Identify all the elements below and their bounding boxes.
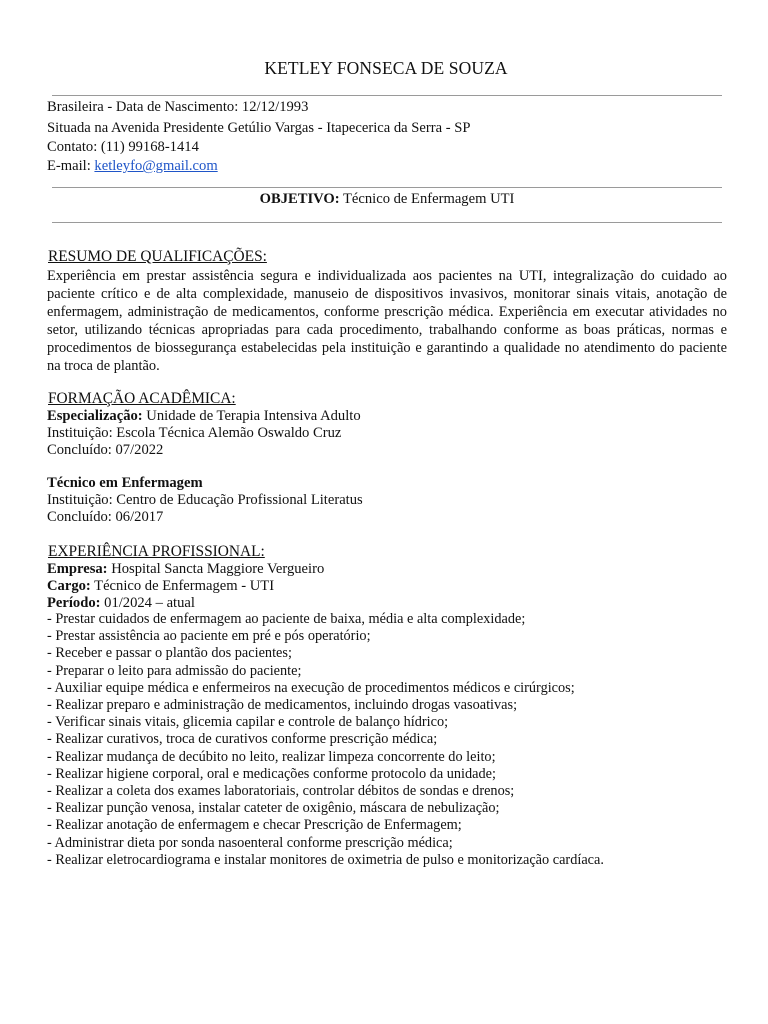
duty-item: - Realizar curativos, troca de curativos conforme prescrição médica; — [47, 731, 438, 748]
phone: Contato: (11) 99168-1414 — [47, 139, 199, 155]
duty-item: - Realizar a coleta dos exames laboratoriais, controlar débitos de sondas e drenos; — [47, 783, 515, 800]
education-technical — [47, 475, 363, 526]
email-link[interactable]: ketleyfo@gmail.com — [94, 158, 218, 174]
duty-item: - Realizar eletrocardiograma e instalar monitores de oximetria de pulso e monitorização cardíaca. — [47, 851, 604, 868]
nationality-birthdate: Brasileira - Data de Nascimento: 12/12/1993 — [47, 99, 309, 115]
duty-item: - Preparar o leito para admissão do paciente; — [47, 662, 302, 679]
candidate-name: KETLEY FONSECA DE SOUZA — [264, 58, 508, 78]
role-value: Técnico de Enfermagem - UTI — [90, 578, 275, 594]
duty-item: - Prestar assistência ao paciente em pré e pós operatório; — [47, 628, 371, 645]
email-row — [47, 158, 218, 175]
tech-institution: Instituição: Centro de Educação Profissional Literatus — [47, 492, 363, 508]
education-specialization — [47, 408, 361, 459]
spec-completed: Concluído: 07/2022 — [47, 442, 164, 458]
education-heading: FORMAÇÃO ACADÊMICA: — [48, 390, 236, 407]
spec-institution: Instituição: Escola Técnica Alemão Oswaldo Cruz — [47, 425, 342, 441]
tech-completed: Concluído: 06/2017 — [47, 509, 164, 525]
duty-item: - Verificar sinais vitais, glicemia capilar e controle de balanço hídrico; — [47, 714, 449, 731]
email-label: E-mail: — [47, 158, 95, 174]
address: Situada na Avenida Presidente Getúlio Vargas - Itapecerica da Serra - SP — [47, 120, 471, 136]
objective-value: Técnico de Enfermagem UTI — [339, 191, 515, 207]
experience-heading: EXPERIÊNCIA PROFISSIONAL: — [48, 543, 265, 560]
experience-details — [47, 561, 324, 612]
divider — [52, 187, 722, 188]
duty-item: - Realizar mudança de decúbito no leito, realizar limpeza concorrente do leito; — [47, 748, 496, 765]
duty-item: - Realizar preparo e administração de medicamentos, incluindo drogas vasoativas; — [47, 697, 518, 714]
period-label: Período: — [47, 595, 101, 611]
spec-label: Especialização: — [47, 408, 143, 424]
company-value: Hospital Sancta Maggiore Vergueiro — [107, 561, 325, 577]
duty-item: - Realizar anotação de enfermagem e checar Prescrição de Enfermagem; — [47, 817, 462, 834]
company-label: Empresa: — [47, 561, 108, 577]
divider — [52, 95, 722, 96]
role-label: Cargo: — [47, 578, 91, 594]
objective-label: OBJETIVO: — [259, 191, 340, 207]
summary-text: Experiência em prestar assistência segura e individualizada aos pacientes na UTI, integralização do cuidado ao paciente crítico e de alta complexidade, manuseio de dispositivos invasivos, monitorar sinais vitais, anotação de enfermagem, administração de medicamentos, conforme prescrição médica. Experiência em executar atividades no setor, utilizando técnicas apropriadas para cada procedimento, trabalhando conforme as boas práticas, normas e procedimentos de biossegurança estabelecidas pela instituição e garantindo a qualidade no atendimento do paciente na troca de plantão. — [47, 268, 727, 374]
duty-item: - Auxiliar equipe médica e enfermeiros na execução de procedimentos médicos e cirúrgicos; — [47, 679, 575, 696]
duty-item: - Realizar higiene corporal, oral e medicações conforme protocolo da unidade; — [47, 765, 496, 782]
objective — [0, 191, 768, 208]
duty-item: - Receber e passar o plantão dos pacientes; — [47, 645, 292, 662]
spec-value: Unidade de Terapia Intensiva Adulto — [142, 408, 361, 424]
duty-item: - Realizar punção venosa, instalar cateter de oxigênio, máscara de nebulização; — [47, 800, 500, 817]
divider — [52, 222, 722, 223]
duties-list — [47, 611, 604, 869]
duty-item: - Administrar dieta por sonda nasoenteral conforme prescrição médica; — [47, 834, 453, 851]
duty-item: - Prestar cuidados de enfermagem ao paciente de baixa, média e alta complexidade; — [47, 611, 526, 627]
period-value: 01/2024 – atual — [100, 595, 195, 611]
summary-heading: RESUMO DE QUALIFICAÇÕES: — [48, 248, 267, 265]
tech-title: Técnico em Enfermagem — [47, 475, 203, 491]
